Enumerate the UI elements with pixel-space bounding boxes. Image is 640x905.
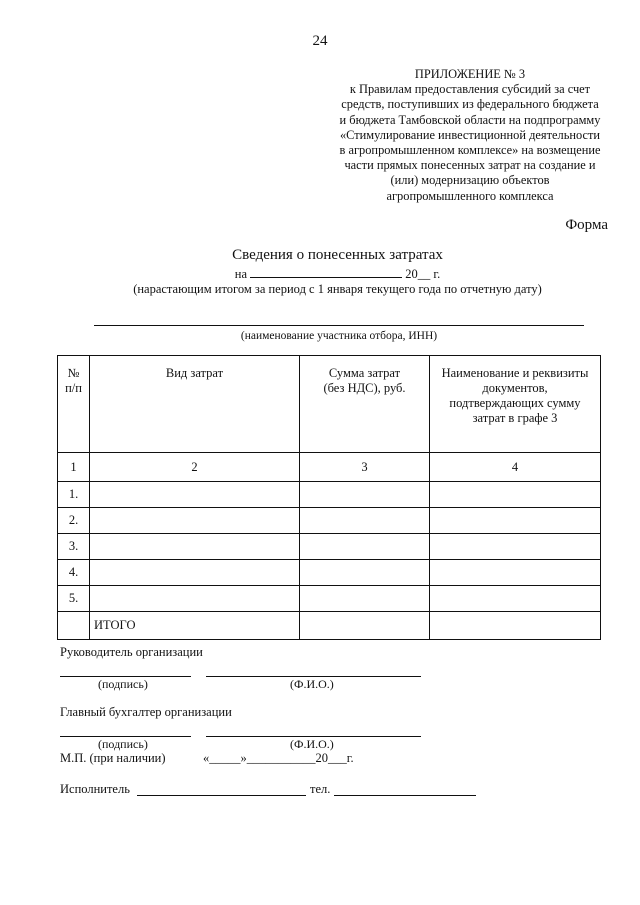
- total-documents-cell[interactable]: [430, 612, 601, 640]
- row-number: 4.: [58, 560, 90, 586]
- appendix-line: «Стимулирование инвестиционной деятельности: [339, 127, 601, 142]
- table-row: [58, 482, 601, 508]
- column-number: 3: [300, 453, 430, 482]
- total-number-cell: [58, 612, 90, 640]
- page-number: 24: [312, 33, 328, 49]
- date-blank[interactable]: [250, 266, 402, 278]
- expense-type-cell[interactable]: [90, 482, 300, 508]
- participant-name-field[interactable]: [94, 325, 584, 326]
- header-amount-text: Сумма затрат (без НДС), руб.: [323, 366, 406, 395]
- head-label: Руководитель организации: [60, 645, 203, 659]
- stamp-label: М.П. (при наличии): [60, 751, 166, 765]
- accountant-name-caption: (Ф.И.О.): [290, 737, 334, 751]
- header-expense-type: [90, 356, 300, 453]
- expense-type-cell[interactable]: [90, 534, 300, 560]
- date-prefix: на: [234, 267, 248, 281]
- header-number: [58, 356, 90, 453]
- column-number: 2: [90, 453, 300, 482]
- appendix-line: и бюджета Тамбовской области на подпрограмму: [339, 112, 601, 127]
- amount-cell[interactable]: [300, 560, 430, 586]
- appendix-line: средств, поступивших из федерального бюджета: [341, 97, 599, 112]
- documents-cell[interactable]: [430, 586, 601, 612]
- row-number: 5.: [58, 586, 90, 612]
- documents-cell[interactable]: [430, 534, 601, 560]
- documents-cell[interactable]: [430, 560, 601, 586]
- executor-label: Исполнитель: [60, 782, 130, 796]
- period-note: (нарастающим итогом за период с 1 января текущего года по отчетную дату): [133, 282, 542, 296]
- date-field[interactable]: «_____»___________20___г.: [203, 751, 354, 765]
- amount-cell[interactable]: [300, 508, 430, 534]
- appendix-line: (или) модернизацию объектов: [390, 173, 550, 188]
- table-row: [58, 560, 601, 586]
- head-signature-caption: (подпись): [98, 677, 148, 691]
- expenses-table: [57, 355, 601, 640]
- amount-cell[interactable]: [300, 482, 430, 508]
- date-year: 20__ г.: [405, 267, 441, 281]
- phone-field[interactable]: [334, 795, 476, 796]
- accountant-label: Главный бухгалтер организации: [60, 705, 232, 719]
- appendix-line: к Правилам предоставления субсидий за счет: [349, 82, 591, 97]
- document-title: Сведения о понесенных затратах: [232, 247, 443, 263]
- date-line: [0, 266, 640, 282]
- table-row: [58, 586, 601, 612]
- expense-type-cell[interactable]: [90, 586, 300, 612]
- total-label: ИТОГО: [90, 612, 300, 640]
- accountant-signature-caption: (подпись): [98, 737, 148, 751]
- table-row: [58, 534, 601, 560]
- table-row: [58, 508, 601, 534]
- appendix-line: в агропромышленном комплексе» на возмещение: [339, 143, 601, 158]
- appendix-line: ПРИЛОЖЕНИЕ № 3: [414, 67, 526, 81]
- row-number: 1.: [58, 482, 90, 508]
- header-amount: [300, 356, 430, 453]
- expense-type-cell[interactable]: [90, 560, 300, 586]
- column-number: 1: [58, 453, 90, 482]
- header-number-text: № п/п: [65, 366, 82, 395]
- row-number: 3.: [58, 534, 90, 560]
- total-amount-cell[interactable]: [300, 612, 430, 640]
- amount-cell[interactable]: [300, 586, 430, 612]
- form-label: Форма: [565, 217, 608, 233]
- amount-cell[interactable]: [300, 534, 430, 560]
- executor-field[interactable]: [137, 795, 306, 796]
- row-number: 2.: [58, 508, 90, 534]
- documents-cell[interactable]: [430, 508, 601, 534]
- table-header-row: [58, 356, 601, 453]
- head-name-caption: (Ф.И.О.): [290, 677, 334, 691]
- expense-type-cell[interactable]: [90, 508, 300, 534]
- column-number: 4: [430, 453, 601, 482]
- header-documents-text: Наименование и реквизиты документов, подтверждающих сумму затрат в графе 3: [441, 366, 589, 425]
- header-expense-type-text: Вид затрат: [165, 366, 224, 380]
- phone-label: тел.: [310, 782, 331, 796]
- total-row: [58, 612, 601, 640]
- column-number-row: [58, 453, 601, 482]
- header-documents: [430, 356, 601, 453]
- appendix-line: агропромышленного комплекса: [386, 188, 554, 203]
- appendix-header: [320, 67, 620, 204]
- participant-caption: (наименование участника отбора, ИНН): [240, 330, 438, 342]
- documents-cell[interactable]: [430, 482, 601, 508]
- appendix-line: части прямых понесенных затрат на создание и: [344, 158, 596, 173]
